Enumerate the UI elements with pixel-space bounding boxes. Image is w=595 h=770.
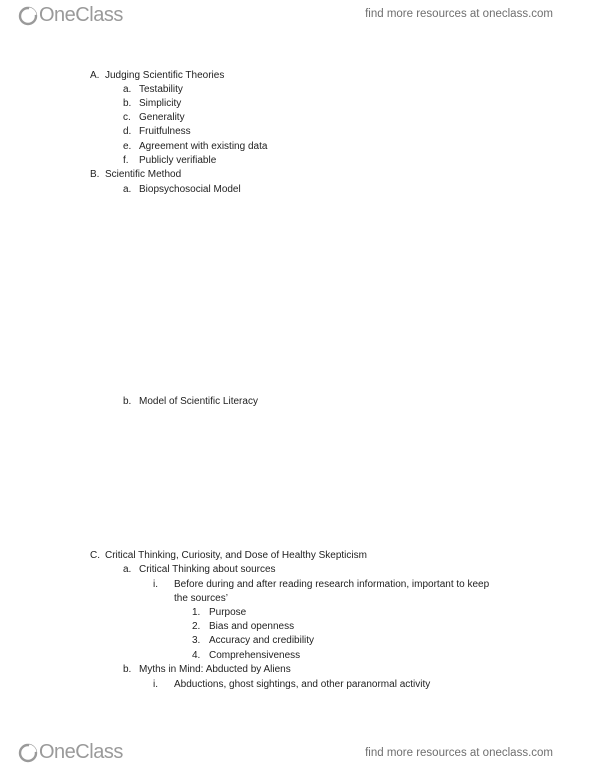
list-item-continuation: the sources’ (174, 593, 228, 604)
oneclass-logo[interactable] (18, 741, 123, 764)
more-resources-link[interactable]: find more resources at oneclass.com (365, 8, 553, 20)
oneclass-logo-icon (18, 6, 38, 26)
oneclass-logo[interactable] (18, 4, 123, 27)
more-resources-link[interactable]: find more resources at oneclass.com (365, 747, 553, 759)
logo-text: OneClass (39, 4, 123, 26)
logo-text: OneClass (39, 741, 123, 763)
oneclass-logo-icon (18, 743, 38, 763)
